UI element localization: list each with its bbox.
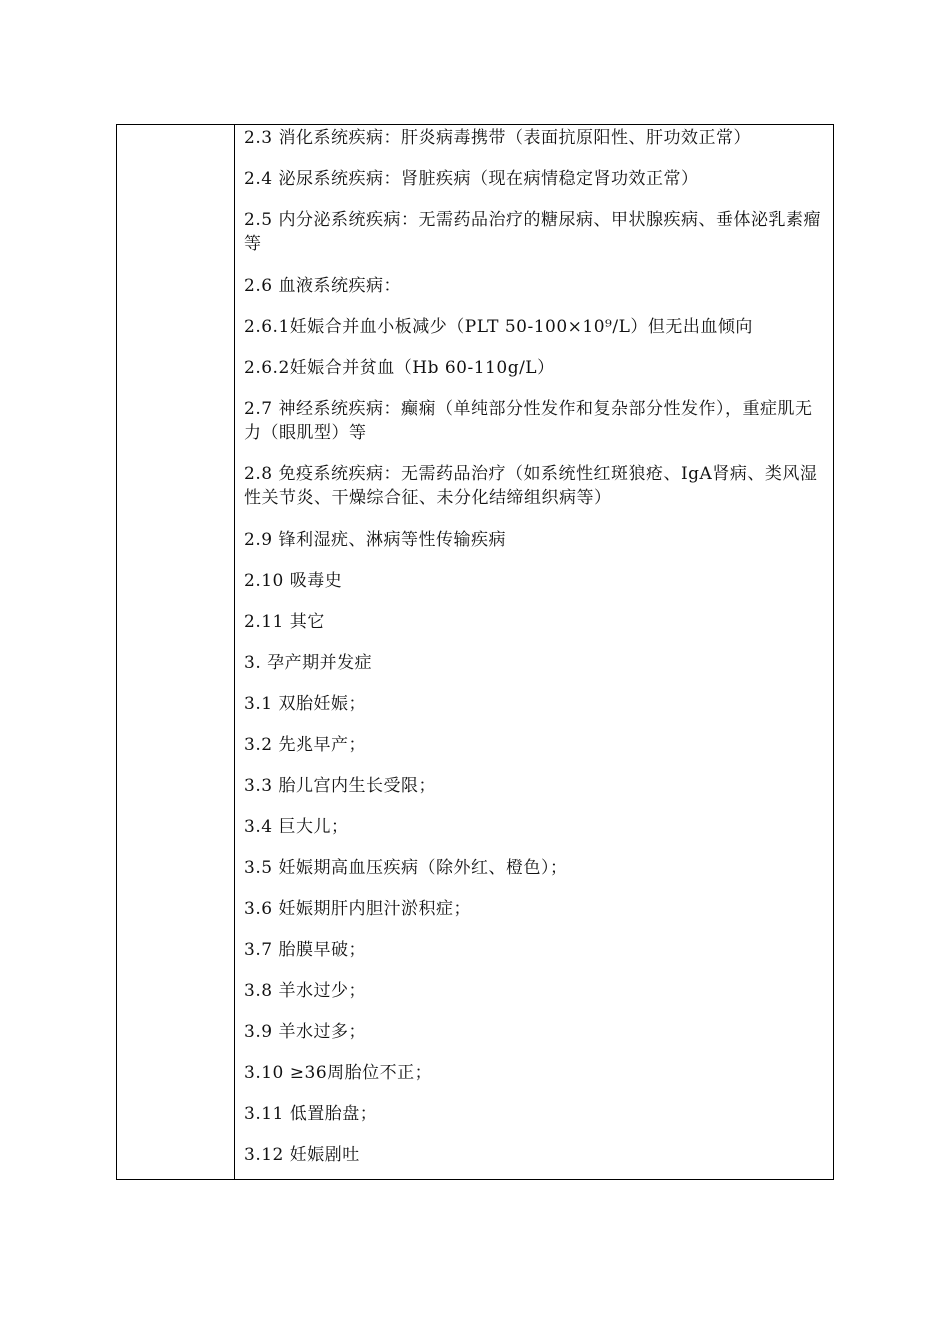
- list-item: 2.8 免疫系统疾病：无需药品治疗（如系统性红斑狼疮、IgA肾病、类风湿性关节炎、干燥综合征、未分化结缔组织病等）: [244, 464, 818, 508]
- list-item: 3.5 妊娠期高血压疾病（除外红、橙色）；: [244, 858, 568, 878]
- list-item: 2.6 血液系统疾病：: [244, 276, 401, 296]
- list-item: 2.6.1妊娠合并血小板减少（PLT 50-100×10⁹/L）但无出血倾向: [244, 317, 753, 337]
- list-item: 3.11 低置胎盘；: [244, 1104, 378, 1124]
- list-item: 2.4 泌尿系统疾病：肾脏疾病（现在病情稳定肾功效正常）: [244, 169, 699, 189]
- list-item: 2.11 其它: [244, 612, 325, 632]
- list-item: 3.4 巨大儿；: [244, 817, 349, 837]
- list-item: 3.8 羊水过少；: [244, 981, 366, 1001]
- list-item: 3.7 胎膜早破；: [244, 940, 366, 960]
- list-item: 2.6.2妊娠合并贫血（Hb 60-110g/L）: [244, 358, 555, 378]
- list-item: 2.3 消化系统疾病：肝炎病毒携带（表面抗原阳性、肝功效正常）: [244, 128, 751, 148]
- list-item: 3.1 双胎妊娠；: [244, 694, 366, 714]
- list-item: 3.3 胎儿宫内生长受限；: [244, 776, 436, 796]
- category-column: [117, 125, 235, 1179]
- list-item: 3.2 先兆早产；: [244, 735, 366, 755]
- list-item: 2.7 神经系统疾病：癫痫（单纯部分性发作和复杂部分性发作），重症肌无力（眼肌型）等: [244, 399, 813, 443]
- list-item: 3.9 羊水过多；: [244, 1022, 366, 1042]
- list-item: 3.6 妊娠期肝内胆汁淤积症；: [244, 899, 471, 919]
- list-item: 2.10 吸毒史: [244, 571, 343, 591]
- list-item: 2.9 锋利湿疣、淋病等性传输疾病: [244, 530, 506, 550]
- list-item: 2.5 内分泌系统疾病：无需药品治疗的糖尿病、甲状腺疾病、垂体泌乳素瘤等: [244, 210, 821, 254]
- list-item: 3.12 妊娠剧吐: [244, 1145, 360, 1165]
- list-item: 3.10 ≥36周胎位不正；: [244, 1063, 433, 1083]
- section-heading: 3. 孕产期并发症: [244, 653, 373, 673]
